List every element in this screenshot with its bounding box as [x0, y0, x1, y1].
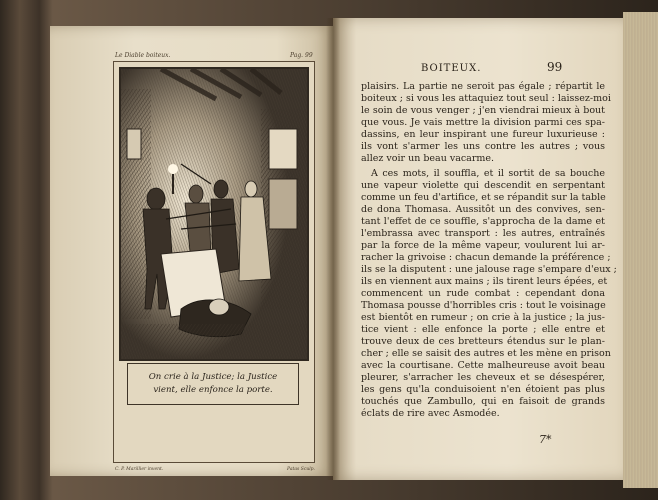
- text-line: Thomasa pousse d'horribles cris : tout le voisinage: [361, 300, 606, 311]
- running-head: BOITEUX.: [421, 63, 482, 74]
- text-line: ils vont s'armer les uns contre les autres ; vous: [361, 141, 605, 152]
- text-line: est bientôt en rumeur ; on crie à la justice ; la jus-: [361, 312, 605, 323]
- text-line: avec la courtisane. Cette malheureuse avoit beau: [361, 360, 605, 371]
- text-line: allez voir un beau vacarme.: [361, 153, 495, 164]
- text-line: boiteux ; si vous les attaquiez tout seul : laissez-moi: [361, 93, 611, 104]
- book-gutter: [326, 18, 340, 480]
- page-number: 99: [547, 60, 563, 74]
- text-line: racher la grivoise : chacun demande la préférence ;: [361, 252, 611, 263]
- text-line: plaisirs. La partie ne seroit pas égale ; répartit le: [361, 81, 605, 92]
- text-line: A ces mots, il souffla, et il sortit de sa bouche: [371, 168, 605, 179]
- text-line: le soin de vous venger ; j'en viendrai mieux à bout: [361, 105, 605, 116]
- text-line: ils se la disputent : une jalouse rage s'empare d'eux ;: [361, 264, 617, 275]
- text-line: tice vient : elle enfonce la porte ; elle entre et: [361, 324, 605, 335]
- text-line: comme un feu d'artifice, et se répandit sur la table: [361, 192, 606, 203]
- text-line: pleurer, s'arracher les cheveux et se désespérer,: [361, 372, 605, 383]
- signature-mark: 7*: [539, 433, 552, 446]
- plate-header-page: Pag. 99: [290, 52, 313, 59]
- text-line: l'embrassa avec transport : les autres, entraînés: [361, 228, 605, 239]
- text-line: par la force de la même vapeur, voulurent lui ar-: [361, 240, 605, 251]
- plate-header-title: Le Diable boiteux.: [115, 52, 171, 59]
- text-line: cher ; elle se saisit des autres et les mène en prison: [361, 348, 611, 359]
- text-line: ils en viennent aux mains ; ils tirent leurs épées, et: [361, 276, 608, 287]
- text-line: les gens qu'la conduisoient n'en étoient pas plus: [361, 384, 605, 395]
- plate-caption-line: vient, elle enfonce la porte.: [153, 385, 273, 395]
- plate-caption: [127, 363, 299, 405]
- text-line: éclats de rire avec Asmodée.: [361, 408, 500, 419]
- text-line: de dona Thomasa. Aussitôt un des convives, sen-: [361, 204, 605, 215]
- text-line: dassins, en leur inspirant une fureur luxurieuse :: [361, 129, 605, 140]
- text-line: commencent un rude combat : cependant dona: [361, 288, 605, 299]
- engraving-illustration: [119, 67, 309, 361]
- text-line: que vous. Je vais mettre la division parmi ces spa-: [361, 117, 605, 128]
- text-line: touchés que Zambullo, qui en faisoit de grands: [361, 396, 605, 407]
- text-line: une vapeur violette qui descendit en serpentant: [361, 180, 605, 191]
- engraver-credit: Patas Sculp.: [287, 467, 315, 472]
- text-line: tant l'effet de ce souffle, s'approcha de la dame et: [361, 216, 605, 227]
- plate-caption-line: On crie à la Justice; la Justice: [148, 372, 278, 382]
- page-edges: [623, 12, 658, 488]
- text-line: trouve deux de ces bretteurs étendus sur le plan-: [361, 336, 605, 347]
- illustrator-credit: C. P. Marillier invent.: [115, 467, 164, 472]
